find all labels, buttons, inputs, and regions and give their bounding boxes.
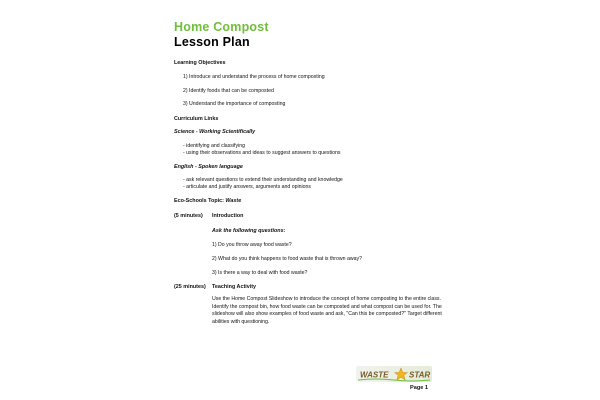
- intro-question: 1) Do you throw away food waste?: [212, 242, 292, 248]
- objective-item: 3) Understand the importance of composting: [183, 101, 286, 107]
- title-lesson-plan: Lesson Plan: [174, 35, 250, 49]
- science-item: - using their observations and ideas to suggest answers to questions: [183, 150, 341, 156]
- eco-value: Waste: [225, 198, 242, 204]
- curriculum-links-heading: Curriculum Links: [174, 116, 219, 122]
- english-heading: English - Spoken language: [174, 164, 243, 170]
- science-item: - identifying and classifying: [183, 143, 245, 149]
- english-item: - ask relevant questions to extend their understanding and knowledge: [183, 177, 343, 183]
- objective-item: 1) Introduce and understand the process of home composting: [183, 74, 325, 80]
- waste-star-logo-art: [356, 366, 432, 382]
- eco-label: Eco-Schools Topic:: [174, 198, 224, 204]
- svg-text:WASTE: WASTE: [360, 370, 389, 380]
- intro-question: 3) Is there a way to deal with food waste?: [212, 270, 308, 276]
- page-number: Page 1: [410, 385, 429, 391]
- svg-text:STAR: STAR: [409, 370, 431, 380]
- intro-label: Introduction: [212, 213, 244, 219]
- science-heading: Science - Working Scientifically: [174, 129, 256, 135]
- title-home-compost: Home Compost: [174, 20, 269, 34]
- eco-schools-topic: [174, 198, 241, 204]
- intro-prompt: Ask the following questions:: [212, 228, 286, 234]
- objective-item: 2) Identify foods that can be composted: [183, 88, 274, 94]
- english-item: - articulate and justify answers, arguments and opinions: [183, 184, 312, 190]
- intro-question: 2) What do you think happens to food waste that is thrown away?: [212, 256, 362, 262]
- intro-time: (5 minutes): [174, 213, 203, 219]
- waste-star-logo: [356, 366, 432, 382]
- teaching-paragraph: Use the Home Compost Slideshow to introduce the concept of home composting to the entire class. Identify the compost bin, how food waste can be composted and what compost can be used for. The slideshow will also show examples of food waste and ask, "Can this be composted?" Target different abilities with questioning.: [212, 296, 442, 325]
- teaching-label: Teaching Activity: [212, 284, 257, 290]
- teaching-time: (25 minutes): [174, 284, 206, 290]
- learning-objectives-heading: Learning Objectives: [174, 60, 226, 66]
